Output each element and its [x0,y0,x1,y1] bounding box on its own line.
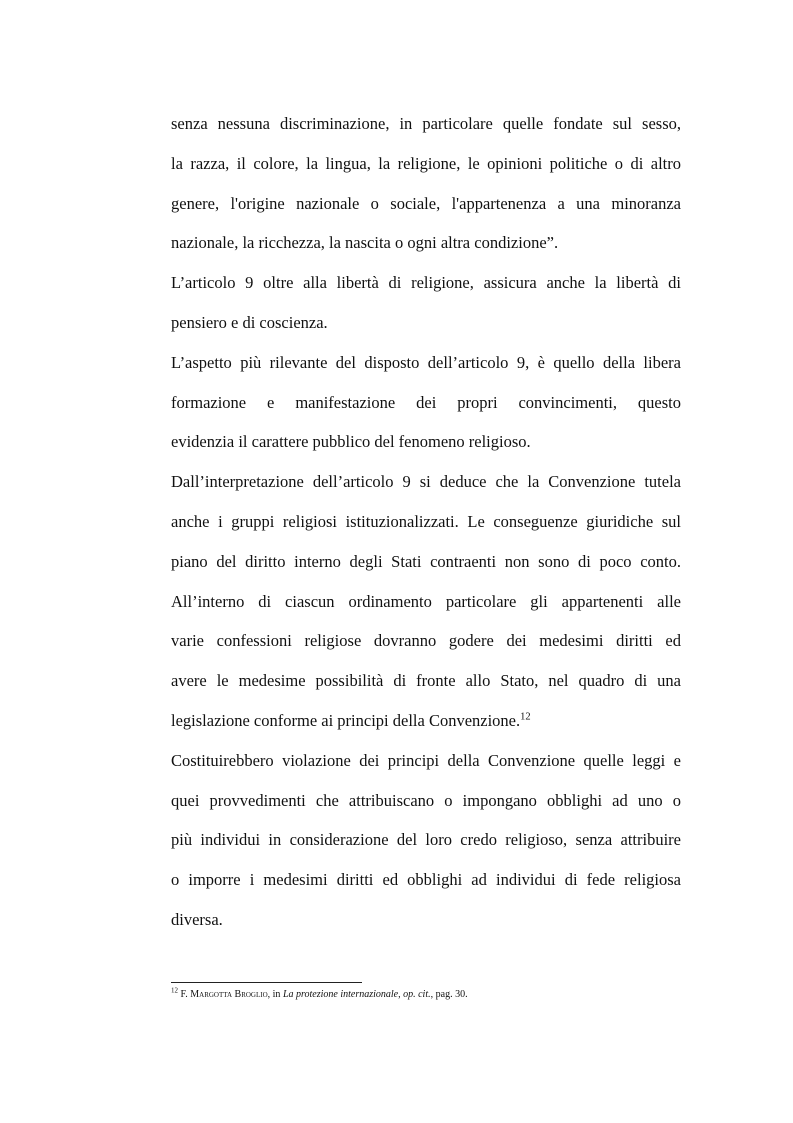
text-line-content: L’articolo 9 oltre alla libertà di religione, assicura anche la libertà di [171,273,681,293]
footnote-reference[interactable]: 12 [520,711,531,723]
text-line-content: All’interno di ciascun ordinamento particolare gli appartenenti alle [171,591,681,611]
text-line-content: evidenzia il carattere pubblico del fenomeno religioso. [171,432,531,452]
text-line-content: piano del diritto interno degli Stati contraenti non sono di poco conto. [171,551,681,571]
footnote-work-title: La protezione internazionale, op. cit. [282,989,431,1000]
text-line [171,104,681,144]
text-line [171,422,681,462]
text-line-content: genere, l'origine nazionale o sociale, l'appartenenza a una minoranza [171,193,681,213]
text-line [171,701,681,741]
text-line-content: L’aspetto più rilevante del disposto dell’articolo 9, è quello della libera [171,352,681,372]
text-line [171,303,681,343]
text-line [171,263,681,303]
text-line-content: anche i gruppi religiosi istituzionalizzati. Le conseguenze giuridiche sul [171,511,681,531]
footnote-number: 12 [171,986,178,995]
text-line-content: o imporre i medesimi diritti ed obblighi ad individui di fede religiosa [171,870,681,890]
text-line-content: avere le medesime possibilità di fronte allo Stato, nel quadro di una [171,671,681,691]
text-line [171,900,681,940]
text-line-content: pensiero e di coscienza. [171,312,328,332]
text-line-content: più individui in considerazione del loro credo religioso, senza attribuire [171,830,681,850]
text-line [171,582,681,622]
text-line-content: diversa. [171,909,223,929]
text-line [171,860,681,900]
text-line [171,383,681,423]
text-line-content: legislazione conforme ai principi della Convenzione. [171,710,521,730]
text-line [171,184,681,224]
text-line [171,781,681,821]
text-line-content: Dall’interpretazione dell’articolo 9 si deduce che la Convenzione tutela [171,472,681,492]
text-line-content: formazione e manifestazione dei propri convincimenti, questo [171,392,681,412]
footnote-author-initial: F. [180,989,191,1000]
text-line [171,502,681,542]
text-line-content: varie confessioni religiose dovranno godere dei medesimi diritti ed [171,631,681,651]
text-line [171,542,681,582]
footnote-separator [171,982,362,983]
text-line-content: senza nessuna discriminazione, in particolare quelle fondate sul sesso, [171,114,681,133]
text-line [171,741,681,781]
footnote-author-name: Margotta Broglio [190,989,268,1000]
text-line [171,621,681,661]
text-line [171,343,681,383]
text-line [171,223,681,263]
footnote-page-ref: , pag. 30. [430,989,468,1000]
footnote-12 [171,986,468,1001]
text-line [171,661,681,701]
text-line [171,144,681,184]
text-line-content: quei provvedimenti che attribuiscano o impongano obblighi ad uno o [171,790,681,810]
footnote-in: , in [267,989,283,1000]
text-line-content: nazionale, la ricchezza, la nascita o ogni altra condizione”. [171,233,559,253]
text-line-content: la razza, il colore, la lingua, la religione, le opinioni politiche o di altro [171,153,681,173]
document-body [171,104,681,940]
text-line-content: Costituirebbero violazione dei principi della Convenzione quelle leggi e [171,750,681,770]
text-line [171,820,681,860]
text-line [171,462,681,502]
